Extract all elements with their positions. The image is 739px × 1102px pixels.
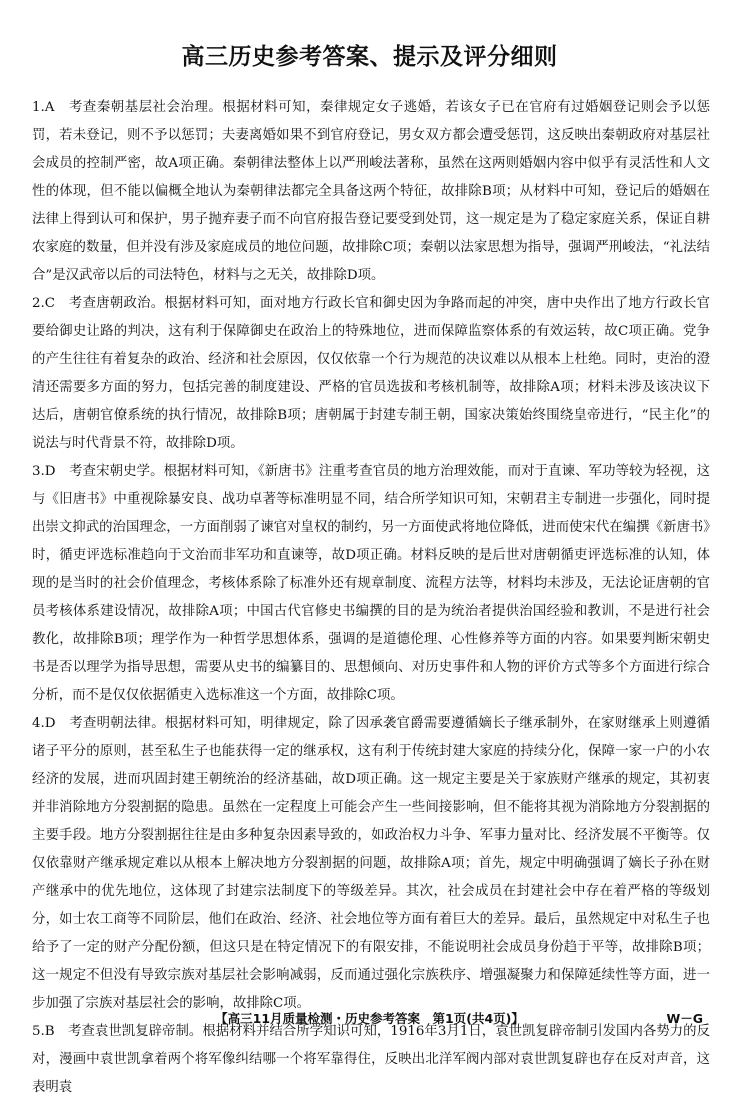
page-footer — [0, 1009, 739, 1031]
answer-item-1: 1.A 考查秦朝基层社会治理。根据材料可知，秦律规定女子逃婚，若该女子已在官府有过婚姻登记则会予以惩罚，若未登记，则不予以惩罚；夫妻离婚如果不到官府登记，男女双方都会遭受惩罚，这反映出秦朝政府对基层社会成员的控制严密，故A项正确。秦朝律法整体上以严刑峻法著称，虽然在这两则婚姻内容中似乎有灵活性和人文性的体现，但不能以偏概全地认为秦朝律法都完全具备这两个特征，故排除B项；从材料中可知，登记后的婚姻在法律上得到认可和保护，男子抛弃妻子而不向官府报告登记要受到处罚，这一规定是为了稳定家庭关系，保证自耕农家庭的数量，但并没有涉及家庭成员的地位问题，故排除C项；秦朝以法家思想为指导，强调严刑峻法，“礼法结合”是汉武帝以后的司法特色，材料与之无关，故排除D项。 — [32, 100, 710, 283]
answer-item-4: 4.D 考查明朝法律。根据材料可知，明律规定，除了因承袭官爵需要遵循嫡长子继承制外，在家财继承上则遵循诸子平分的原则，甚至私生子也能获得一定的继承权，这有利于传统封建大家庭的持续分化，保障一家一户的小农经济的发展，进而巩固封建王朝统治的经济基础，故D项正确。这一规定主要是关于家族财产继承的规定，其初衷并非消除地方分裂割据的隐患。虽然在一定程度上可能会产生一些间接影响，但不能将其视为消除地方分裂割据的主要手段。地方分裂割据往往是由多种复杂因素导致的，如政治权力斗争、军事力量对比、经济发展不平衡等。仅仅依靠财产继承规定难以从根本上解决地方分裂割据的问题，故排除A项；首先，规定中明确强调了嫡长子孙在财产继承中的优先地位，这体现了封建宗法制度下的等级差异。其次，社会成员在封建社会中存在着严格的等级划分，如士农工商等不同阶层，他们在政治、经济、社会地位等方面有着巨大的差异。最后，虽然规定中对私生子也给予了一定的财产分配份额，但这只是在特定情况下的有限安排，不能说明社会成员身份趋于平等，故排除B项；这一规定不但没有导致宗族对基层社会影响减弱，反而通过强化宗族秩序、增强凝聚力和保障延续性等方面，进一步加强了宗族对基层社会的影响，故排除C项。 — [32, 716, 710, 1011]
answer-item-2: 2.C 考查唐朝政治。根据材料可知，面对地方行政长官和御史因为争路而起的冲突，唐中央作出了地方行政长官要给御史让路的判决，这有利于保障御史在政治上的特殊地位，进而保障监察体系的有效运转，故C项正确。党争的产生往往有着复杂的政治、经济和社会原因，仅仅依靠一个行为规范的决议难以从根本上杜绝。同时，吏治的澄清还需要多方面的努力，包括完善的制度建设、严格的官员选拔和考核机制等，故排除A项；材料未涉及该决议下达后，唐朝官僚系统的执行情况，故排除B项；唐朝属于封建专制王朝，国家决策始终围绕皇帝进行，“民主化”的说法与时代背景不符，故排除D项。 — [32, 296, 710, 451]
page-title: 高三历史参考答案、提示及评分细则 — [181, 44, 558, 70]
answer-item-5: 5.B 考查袁世凯复辟帝制。根据材料并结合所学知识可知，1916年3月1日，袁世凯复辟帝制引发国内各势力的反对，漫画中袁世凯拿着两个将军像纠结哪一个将军靠得住，反映出北洋军阀内部对袁世凯复辟也存在反对声音，这表明袁 — [32, 1024, 710, 1095]
footer-page-info: 【高三11月质量检测・历史参考答案 第1页(共4页)】 — [215, 1011, 524, 1026]
answer-item-3: 3.D 考查宋朝史学。根据材料可知，《新唐书》注重考查官员的地方治理效能，而对于直谏、军功等较为轻视，这与《旧唐书》中重视除暴安良、战功卓著等标准明显不同，结合所学知识可知，宋朝君主专制进一步强化，同时提出崇文抑武的治国理念，一方面削弱了谏官对皇权的制约，另一方面使武将地位降低，进而使宋代在编撰《新唐书》时，循吏评选标准趋向于文治而非军功和直谏等，故D项正确。材料反映的是后世对唐朝循吏评选标准的认知，体现的是当时的社会价值理念，考核体系除了标准外还有规章制度、流程方法等，材料均未涉及，无法论证唐朝的官员考核体系建设情况，故排除A项；中国古代官修史书编撰的目的是为统治者提供治国经验和教训，不是进行社会教化，故排除B项；理学作为一种哲学思想体系，强调的是道德伦理、心性修养等方面的内容。如果要判断宋朝史书是否以理学为指导思想，需要从史书的编纂目的、思想倾向、对历史事件和人物的评价方式等多个方面进行综合分析，而不是仅仅依据循吏入选标准这一个方面，故排除C项。 — [32, 464, 710, 703]
footer-code: W－G — [666, 1011, 703, 1026]
answer-list — [32, 94, 710, 1102]
